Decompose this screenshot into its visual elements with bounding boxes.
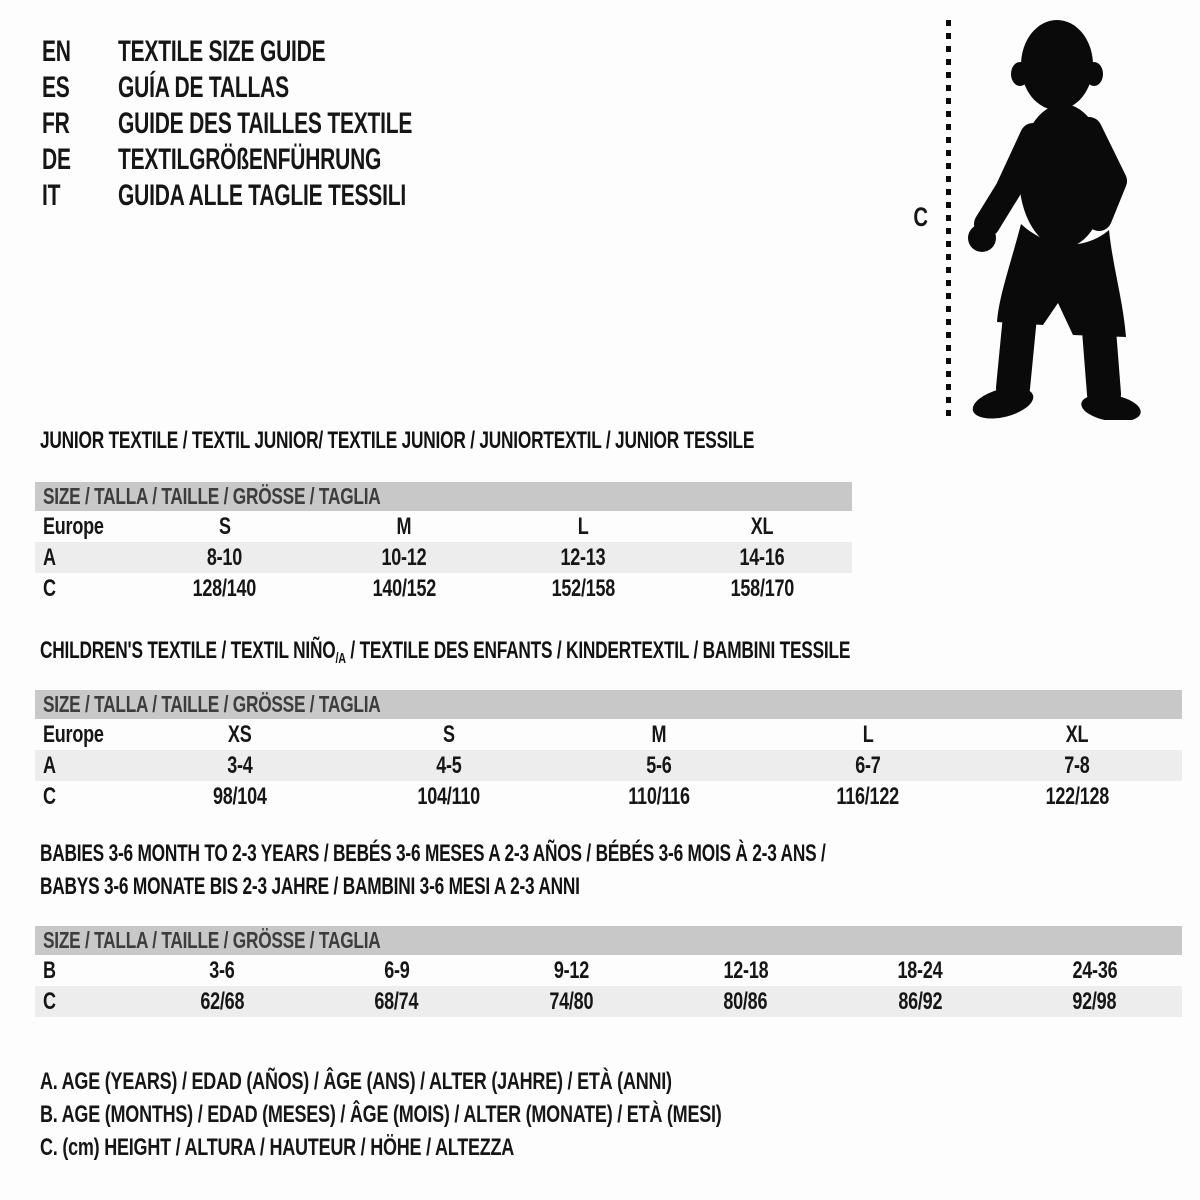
language-row-fr xyxy=(42,106,538,142)
cell-value: L xyxy=(862,721,874,748)
table-row-height xyxy=(35,986,1182,1017)
toddler-silhouette-icon xyxy=(963,18,1141,420)
language-row-it xyxy=(42,178,538,214)
cell-value: S xyxy=(218,513,231,540)
language-code-it: IT xyxy=(42,179,61,212)
cell-value: M xyxy=(396,513,412,540)
cell-value: 86/92 xyxy=(898,988,943,1015)
babies-table-header: SIZE / TALLA / TAILLE / GRÖSSE / TAGLIA xyxy=(35,926,1182,955)
babies-section-title-line1: BABIES 3-6 MONTH TO 2-3 YEARS / BEBÉS 3-6 MESES A 2-3 AÑOS / BÉBÉS 3-6 MOIS À 2-3 ANS / xyxy=(40,840,826,867)
table-row-europe xyxy=(35,511,852,542)
legend-line-c: C. (cm) HEIGHT / ALTURA / HAUTEUR / HÖHE / ALTEZZA xyxy=(40,1134,515,1161)
children-size-table xyxy=(35,690,1182,812)
cell-value: 8-10 xyxy=(207,544,243,571)
row-label: C xyxy=(43,988,56,1015)
table-row-age xyxy=(35,542,852,573)
cell-value: 10-12 xyxy=(381,544,427,571)
table-row-height xyxy=(35,781,1182,812)
language-title-en: TEXTILE SIZE GUIDE xyxy=(118,35,326,68)
cell-value: 4-5 xyxy=(436,752,462,779)
cell-value: 7-8 xyxy=(1064,752,1090,779)
cell-value: 104/110 xyxy=(417,783,481,810)
row-label: C xyxy=(43,575,56,602)
cell-value: 3-4 xyxy=(227,752,253,779)
row-label: B xyxy=(43,957,56,984)
children-section-title: CHILDREN'S TEXTILE / TEXTIL $NIÑO_{/A}$ / TEXTILE DES ENFANTS / KINDERTEXTIL / BAMBINI TESSILE xyxy=(40,637,851,667)
row-label: Europe xyxy=(43,513,104,540)
cell-value: XL xyxy=(1066,721,1089,748)
cell-value: 12-18 xyxy=(723,957,769,984)
cell-value: XS xyxy=(227,721,252,748)
cell-value: 74/80 xyxy=(549,988,594,1015)
legend xyxy=(40,1065,949,1164)
language-list xyxy=(42,34,538,214)
language-code-fr: FR xyxy=(42,107,70,140)
language-code-es: ES xyxy=(42,71,70,104)
row-label: A xyxy=(43,752,56,779)
cell-value: 110/116 xyxy=(627,783,690,810)
babies-section-title-line2: BABYS 3-6 MONATE BIS 2-3 JAHRE / BAMBINI 3-6 MESI A 2-3 ANNI xyxy=(40,873,580,900)
language-row-en xyxy=(42,34,538,70)
babies-size-table xyxy=(35,926,1182,1017)
cell-value: L xyxy=(577,513,589,540)
cell-value: 12-13 xyxy=(560,544,606,571)
row-label: C xyxy=(43,783,56,810)
cell-value: 62/68 xyxy=(200,988,245,1015)
legend-line-a: A. AGE (YEARS) / EDAD (AÑOS) / ÂGE (ANS) / ALTER (JAHRE) / ETÀ (ANNI) xyxy=(40,1068,672,1095)
language-title-it: GUIDA ALLE TAGLIE TESSILI xyxy=(118,179,406,212)
height-measure-dashed-line xyxy=(946,20,951,416)
cell-value: 68/74 xyxy=(374,988,419,1015)
cell-value: XL xyxy=(751,513,774,540)
height-measure-label: C xyxy=(913,202,929,232)
cell-value: S xyxy=(443,721,456,748)
children-table-header: SIZE / TALLA / TAILLE / GRÖSSE / TAGLIA xyxy=(35,690,1182,719)
cell-value: M xyxy=(651,721,666,748)
table-row-europe xyxy=(35,719,1182,750)
cell-value: 152/158 xyxy=(551,575,615,602)
table-row-height xyxy=(35,573,852,604)
cell-value: 24-36 xyxy=(1072,957,1118,984)
language-row-de xyxy=(42,142,538,178)
cell-value: 5-6 xyxy=(645,752,672,779)
language-title-de: TEXTILGRÖßENFÜHRUNG xyxy=(118,143,382,176)
row-label: A xyxy=(43,544,56,571)
cell-value: 122/128 xyxy=(1045,783,1110,810)
row-label: Europe xyxy=(43,721,104,748)
cell-value: 9-12 xyxy=(553,957,589,984)
junior-section-title: JUNIOR TEXTILE / TEXTIL JUNIOR/ TEXTILE JUNIOR / JUNIORTEXTIL / JUNIOR TESSILE xyxy=(40,427,755,454)
legend-line-b: B. AGE (MONTHS) / EDAD (MESES) / ÂGE (MOIS) / ALTER (MONATE) / ETÀ (MESI) xyxy=(40,1101,722,1128)
cell-value: 98/104 xyxy=(212,783,267,810)
table-row-months xyxy=(35,955,1182,986)
language-code-de: DE xyxy=(42,143,71,176)
cell-value: 158/170 xyxy=(730,575,795,602)
cell-value: 92/98 xyxy=(1072,988,1117,1015)
language-row-es xyxy=(42,70,538,106)
cell-value: 3-6 xyxy=(209,957,235,984)
cell-value: 116/122 xyxy=(836,783,900,810)
cell-value: 140/152 xyxy=(372,575,436,602)
junior-table-header: SIZE / TALLA / TAILLE / GRÖSSE / TAGLIA xyxy=(35,482,852,511)
cell-value: 80/86 xyxy=(723,988,768,1015)
junior-size-table xyxy=(35,482,852,604)
language-title-fr: GUIDE DES TAILLES TEXTILE xyxy=(118,107,413,140)
cell-value: 18-24 xyxy=(897,957,943,984)
cell-value: 14-16 xyxy=(739,544,785,571)
table-row-age xyxy=(35,750,1182,781)
cell-value: 6-7 xyxy=(855,752,881,779)
language-code-en: EN xyxy=(42,35,71,68)
language-title-es: GUÍA DE TALLAS xyxy=(118,71,289,104)
cell-value: 128/140 xyxy=(192,575,257,602)
cell-value: 6-9 xyxy=(384,957,410,984)
